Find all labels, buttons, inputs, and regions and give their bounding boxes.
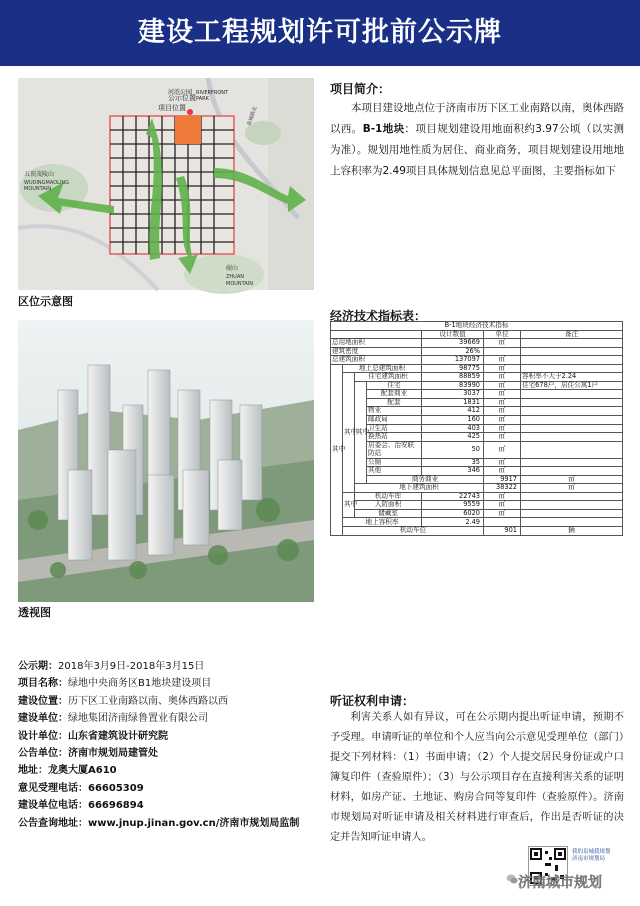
table-row: 机动车位 901 辆 (331, 527, 623, 536)
map-label-riverfront-en1: RIVERFRONT (196, 90, 229, 96)
brand-slogan: 我的泉城我规划 济南市规划局 (572, 849, 611, 862)
table-row: 地上容积率 2.49 (331, 518, 623, 527)
info-row-opinion-phone: 意见受理电话： 66605309 (18, 782, 144, 794)
hearing-text: 利害关系人如有异议，可在公示期内提出听证申请，预期不予受理。申请听证的单位和个人应当向公示意见受理单位（部门）提交下列材料：（1）书面申请；（2）个人提交居民身份证或户口簿复印件（查验原件）；（3）与公示项目存在直接利害关系的证明材料，如房产证、土地证、购房合同等复印件（查验原件）。济南市规划局对听证申请及相关材料进行审查后，作出是否听证的决定并告知听证申请人。 (330, 712, 624, 843)
map-label-riverfront-cn: 河滨公园 (168, 89, 193, 96)
info-row-designer: 设计单位： 山东省建筑设计研究院 (18, 730, 168, 742)
tech-title: 经济技术指标表： (330, 309, 427, 323)
intro-paragraph-2: ：项目规划建设用地面积约3.97公顷（以实测为准）。规划用地性质为居住、商业商务，项目规划建设用地地上容积率为2.49项目具体规划信息见总平面图，主要指标如下 (330, 123, 625, 177)
table-header: 单位 (484, 330, 521, 339)
intro-plot-label: B-1地块 (362, 123, 405, 135)
map-label-project: 项目位置 (158, 104, 186, 112)
info-row-query: 公告查询地址： www.jnup.jinan.gov.cn/济南市规划局监制 (18, 815, 318, 832)
header-bar (0, 0, 640, 66)
info-row-name: 项目名称： 绿地中央商务区B1地块建设项目 (18, 678, 212, 690)
table-row: 配套 1831 ㎡ (331, 398, 623, 407)
intro-text (330, 98, 624, 182)
table-row: 其中 住宅 83990 ㎡ 住宅678户，居住公寓1户 (331, 381, 623, 390)
table-row: 邮政局 160 ㎡ (331, 416, 623, 425)
group-label-underground: 其中 (343, 492, 355, 518)
perspective-render (18, 320, 314, 602)
table-row: 其中 机动车库 22743 ㎡ (331, 492, 623, 501)
wechat-icon (506, 873, 518, 885)
query-link[interactable]: www.jnup.jinan.gov.cn/济南市规划局监制 (88, 817, 300, 829)
table-row (331, 322, 623, 331)
table-row: 商务商业 9917 ㎡ (331, 475, 623, 484)
table-row: 其中 住宅建筑面积 88859 ㎡ 容积率不大于2.24 (331, 373, 623, 382)
location-map-svg (18, 78, 314, 290)
table-row: 物业 412 ㎡ (331, 407, 623, 416)
map-label-site: 公示位置 (168, 94, 196, 102)
table-row: 配套商业 3037 ㎡ (331, 390, 623, 399)
table-row: 其他 346 ㎡ (331, 467, 623, 476)
table-row: 居委会、治安联防站 50 ㎡ (331, 441, 623, 458)
info-row-announcer: 公告单位： 济南市规划局建管处 (18, 748, 158, 760)
map-grid (110, 116, 234, 254)
perspective-render-svg (18, 320, 314, 602)
brand-watermark: 济南城市规划 (518, 875, 602, 891)
map-label-zhuan-en2: MOUNTAIN (226, 281, 253, 287)
table-row: 卫生站 403 ㎡ (331, 424, 623, 433)
intro-paragraph-1: 本项目建设地点位于济南市历下区工业南路以南，奥体西路以西。 (330, 102, 624, 135)
table-row: 总建筑面积 137097 ㎡ (331, 356, 623, 365)
table-row: 公厕 35 ㎡ (331, 458, 623, 467)
render-caption: 透视图 (18, 606, 51, 619)
site-marker-icon (187, 109, 193, 115)
table-row: 建筑密度 26% (331, 347, 623, 356)
table-row: 换热站 425 ㎡ (331, 433, 623, 442)
group-label-mid: 其中 (343, 373, 355, 493)
map-label-wudingmaoling-en2: MOUNTAIN (24, 186, 51, 192)
table-header: 备注 (521, 330, 623, 339)
map-label-zhuan-cn: 砚山 (226, 265, 239, 272)
table-row: 地下建筑面积 38322 ㎡ (331, 484, 623, 493)
group-label-inner: 其中 (355, 381, 367, 483)
group-label-outer: 其中 (331, 364, 343, 535)
project-site-highlight (175, 116, 201, 144)
map-label-wudingmaoling-en1: WUDINGMAOLING (24, 180, 69, 186)
table-row: 人防面积 9559 ㎡ (331, 501, 623, 510)
info-row-period: 公示期： 2018年3月9日-2018年3月15日 (18, 661, 205, 672)
info-row-location: 建设位置： 历下区工业南路以南、奥体西路以西 (18, 695, 228, 707)
map-label-road: 泉城路北 (246, 105, 259, 127)
map-label-wudingmaoling-cn: 五顶茂陵山 (24, 171, 55, 178)
map-caption: 区位示意图 (18, 295, 73, 308)
project-info (18, 658, 318, 832)
table-row: 总用地面积 39669 ㎡ (331, 339, 623, 348)
table-header: 设计数值 (422, 330, 484, 339)
tech-indicator-table (330, 321, 623, 536)
location-map (18, 78, 314, 290)
info-row-builder-phone: 建设单位电话： 66696894 (18, 800, 144, 812)
page-title: 建设工程规划许可批前公示牌 (138, 17, 502, 48)
table-row: 其中 地上总建筑面积 98775 ㎡ (331, 364, 623, 373)
map-label-zhuan-en1: ZHUAN (226, 274, 245, 280)
table-title: B-1地块经济技术指标 (331, 322, 623, 331)
info-row-builder: 建设单位： 绿地集团济南绿鲁置业有限公司 (18, 713, 208, 725)
map-label-riverfront-en2: PARK (196, 96, 209, 102)
hearing-title: 听证权利申请： (330, 694, 415, 708)
table-row: 储藏室 6020 ㎡ (331, 509, 623, 518)
info-row-address: 地址： 龙奥大厦A610 (18, 765, 117, 777)
intro-title: 项目简介： (330, 82, 391, 96)
